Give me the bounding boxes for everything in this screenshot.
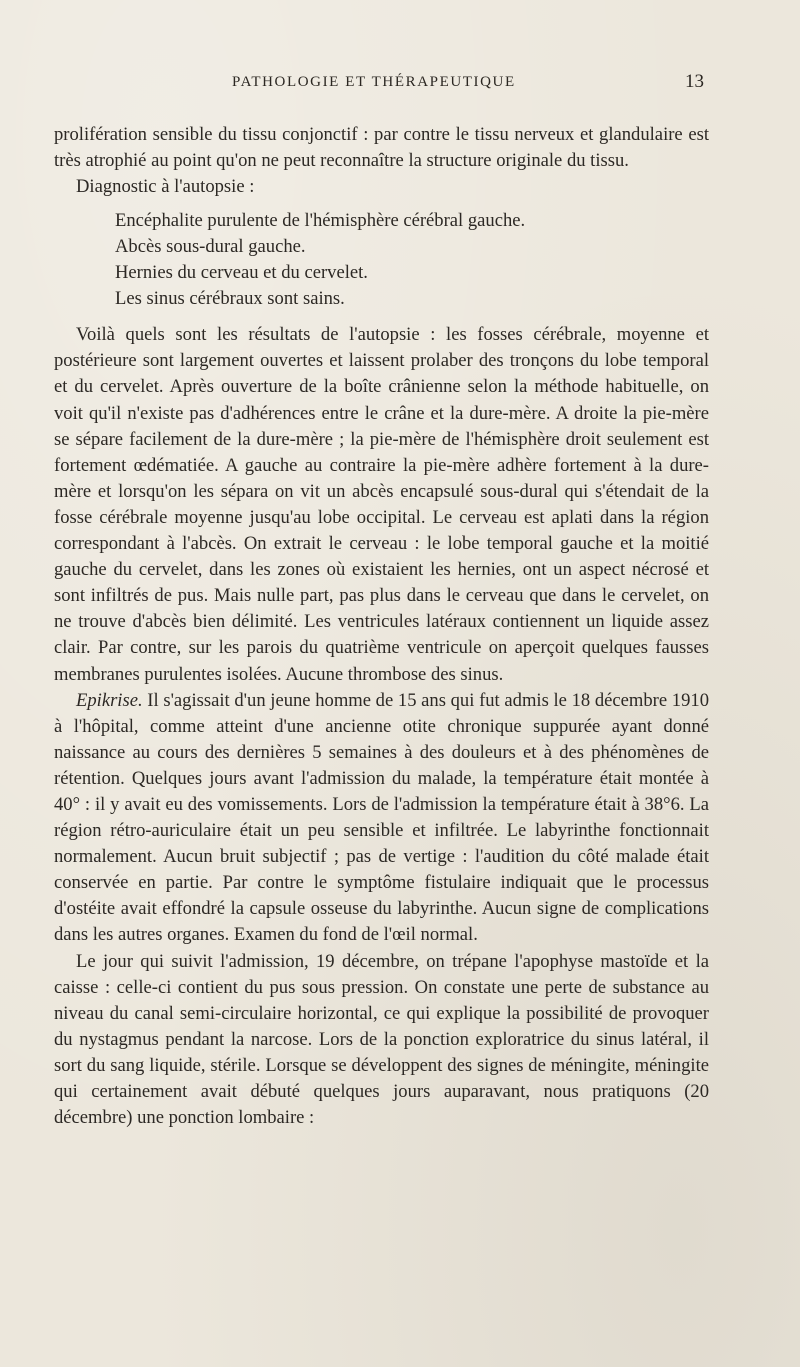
paragraph-continuation: prolifération sensible du tissu conjonctif : par contre le tissu nerveux et glandulaire est très atrophié au point qu'on ne peut reconnaître la structure originale du tissu. [54, 124, 709, 172]
diagnosis-item: Hernies du cerveau et du cervelet. [115, 262, 368, 284]
page-body [54, 122, 709, 1131]
paragraph-diagnostic-intro: Diagnostic à l'autopsie : [76, 176, 255, 198]
page-number: 13 [685, 71, 704, 92]
running-head: PATHOLOGIE ET THÉRAPEUTIQUE [232, 74, 516, 90]
diagnosis-list [54, 208, 709, 312]
paragraph-treatment: Le jour qui suivit l'admission, 19 décembre, on trépane l'apophyse mastoïde et la caisse : celle-ci contient du pus sous pression. On constate une perte de substance au niveau du canal semi-circulaire horizontal, ce qui explique la possibilité de provoquer du nystagmus pendant la narcose. Lors de la ponction exploratrice du sinus latéral, il sort du sang liquide, stérile. Lorsque se développent des signes de méningite, méningite qui certainement avait débuté quelques jours auparavant, nous pratiquons (20 décembre) une ponction lombaire : [54, 950, 709, 1129]
diagnosis-item: Les sinus cérébraux sont sains. [115, 288, 345, 310]
diagnosis-item: Encéphalite purulente de l'hémisphère cérébral gauche. [115, 210, 526, 232]
diagnosis-item: Abcès sous-dural gauche. [115, 236, 306, 258]
paragraph-epikrise [54, 688, 709, 949]
epikrise-label: Epikrise. [76, 689, 143, 711]
page-header [56, 71, 706, 100]
epikrise-text: Il s'agissait d'un jeune homme de 15 ans qui fut admis le 18 décembre 1910 à l'hôpital, comme atteint d'une ancienne otite chronique suppurée ayant donné naissance au cours des dernières 5 semaines à des douleurs et à des phénomènes de rétention. Quelques jours avant l'admission du malade, la température était montée à 40° : il y avait eu des vomissements. Lors de l'admission la température était à 38°6. La région rétro-auriculaire était un peu sensible et infiltrée. Le labyrinthe fonctionnait normalement. Aucun bruit subjectif ; pas de vertige : l'audition du côté malade était conservée en partie. Par contre le symptôme fistulaire indiquait que le processus d'ostéite avait effondré la capsule osseuse du labyrinthe. Aucun signe de complications dans les autres organes. Examen du fond de l'œil normal. [54, 689, 709, 946]
paragraph-autopsy-results: Voilà quels sont les résultats de l'autopsie : les fosses cérébrale, moyenne et postérieure sont largement ouvertes et laissent prolaber des tronçons du lobe temporal et du cervelet. Après ouverture de la boîte crânienne selon la méthode habituelle, on voit qu'il n'existe pas d'adhérences entre le crâne et la dure-mère. A droite la pie-mère se sépare facilement de la dure-mère ; la pie-mère de l'hémisphère droit seulement est fortement œdématiée. A gauche au contraire la pie-mère adhère fortement à la dure-mère et lorsqu'on les sépara on vit un abcès encapsulé sous-dural qui s'étendait de la fosse cérébrale moyenne jusqu'au lobe occipital. Le cerveau est aplati dans la région correspondant à l'abcès. On extrait le cerveau : le lobe temporal gauche et la moitié gauche du cervelet, dans les zones où existaient les hernies, ont un aspect nécrosé et sont infiltrés de pus. Mais nulle part, pas plus dans le cerveau que dans le cervelet, on ne trouve d'abcès bien délimité. Les ventricules latéraux contiennent un liquide assez clair. Par contre, sur les parois du quatrième ventricule on aperçoit quelques fausses membranes purulentes isolées. Aucune thrombose des sinus. [54, 324, 709, 685]
